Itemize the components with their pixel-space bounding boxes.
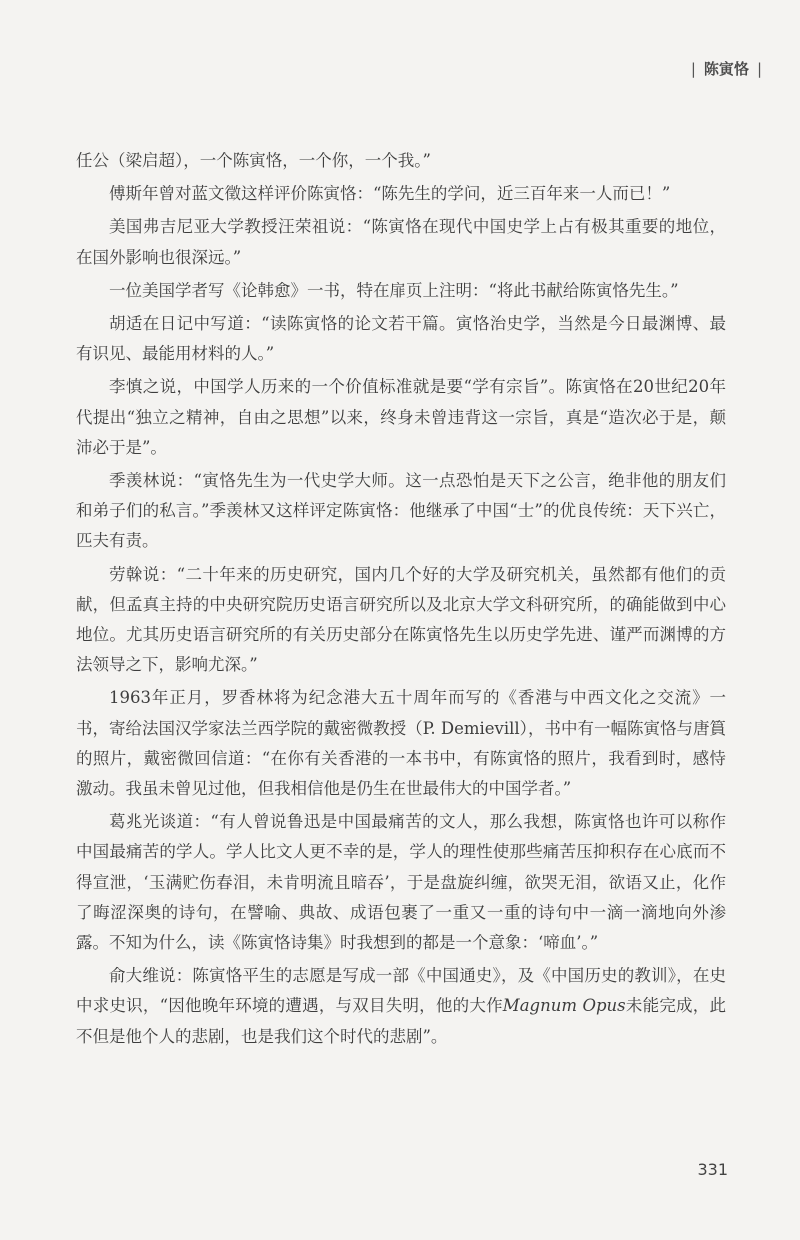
paragraph: 李慎之说，中国学人历来的一个价值标准就是要“学有宗旨”。陈寅恪在20世纪20年代提出“独立之精神，自由之思想”以来，终身未曾违背这一宗旨，真是“造次必于是，颠沛必于是”。 — [76, 377, 726, 457]
paragraph: 一位美国学者写《论韩愈》一书，特在扉页上注明：“将此书献给陈寅恪先生。” — [109, 280, 679, 300]
paragraph: 胡适在日记中写道：“读陈寅恪的论文若干篇。寅恪治史学，当然是今日最渊博、最有识见、最能用材料的人。” — [76, 314, 726, 364]
paragraph: 1963年正月，罗香林将为纪念港大五十周年而写的《香港与中西文化之交流》一书，寄给法国汉学家法兰西学院的戴密微教授（P. Demievill），书中有一幅陈寅恪与唐篔的照片，戴密微回信道：“在你有关香港的一本书中，有陈寅恪的照片，我看到时，感恃激动。我虽未曾见过他，但我相信他是仍生在世最伟大的中国学者。” — [76, 688, 726, 799]
paragraph: 季羡林说：“寅恪先生为一代史学大师。这一点恐怕是天下之公言，绝非他的朋友们和弟子们的私言。”季羡林又这样评定陈寅恪：他继承了中国“士”的优良传统：天下兴亡，匹夫有责。 — [76, 471, 726, 551]
paragraph: 美国弗吉尼亚大学教授汪荣祖说：“陈寅恪在现代中国史学上占有极其重要的地位，在国外影响也很深远。” — [76, 217, 726, 267]
body-text — [76, 146, 726, 1055]
paragraph: 傅斯年曾对蓝文徵这样评价陈寅恪：“陈先生的学问，近三百年来一人而已！” — [109, 184, 671, 204]
paragraph-continued: 任公（梁启超），一个陈寅恪，一个你，一个我。” — [76, 151, 431, 170]
paragraph-last — [76, 961, 726, 1052]
header-separator-right: | — [756, 59, 762, 78]
paragraph: 劳榦说：“二十年来的历史研究，国内几个好的大学及研究机关，虽然都有他们的贡献，但孟真主持的中央研究院历史语言研究所以及北京大学文科研究所，的确能做到中心地位。尤其历史语言研究所的有关历史部分在陈寅恪先生以历史学先进、谨严而渊博的方法领导之下，影响尤深。” — [76, 564, 726, 675]
header-title: 陈寅恪 — [703, 60, 749, 78]
paragraph: 葛兆光谈道：“有人曾说鲁迅是中国最痛苦的文人，那么我想，陈寅恪也许可以称作中国最痛苦的学人。学人比文人更不幸的是，学人的理性使那些痛苦压抑积存在心底而不得宣泄，‘玉满贮伤春泪，未肯明流且暗吞’，于是盘旋纠缠，欲哭无泪，欲语又止，化作了晦涩深奥的诗句，在譬喻、典故、成语包裹了一重又一重的诗句中一滴一滴地向外渗露。不知为什么，读《陈寅恪诗集》时我想到的都是一个意象：‘啼血’。” — [76, 812, 726, 953]
page-number: 331 — [697, 1160, 728, 1179]
header-separator-left: | — [690, 59, 696, 78]
paragraph-text: 俞大维说：陈寅恪平生的志愿是写成一部《中国通史》，及《中国历史的教训》，在史中求史识，“因他晚年环境的遭遇，与双目失明，他的大作 — [76, 966, 726, 1016]
running-header — [691, 58, 762, 79]
paragraph-text: 未能完成，此不但是他个人的悲剧，也是我们这个时代的悲剧”。 — [76, 996, 727, 1046]
italic-title: Magnum Opus — [502, 996, 626, 1016]
